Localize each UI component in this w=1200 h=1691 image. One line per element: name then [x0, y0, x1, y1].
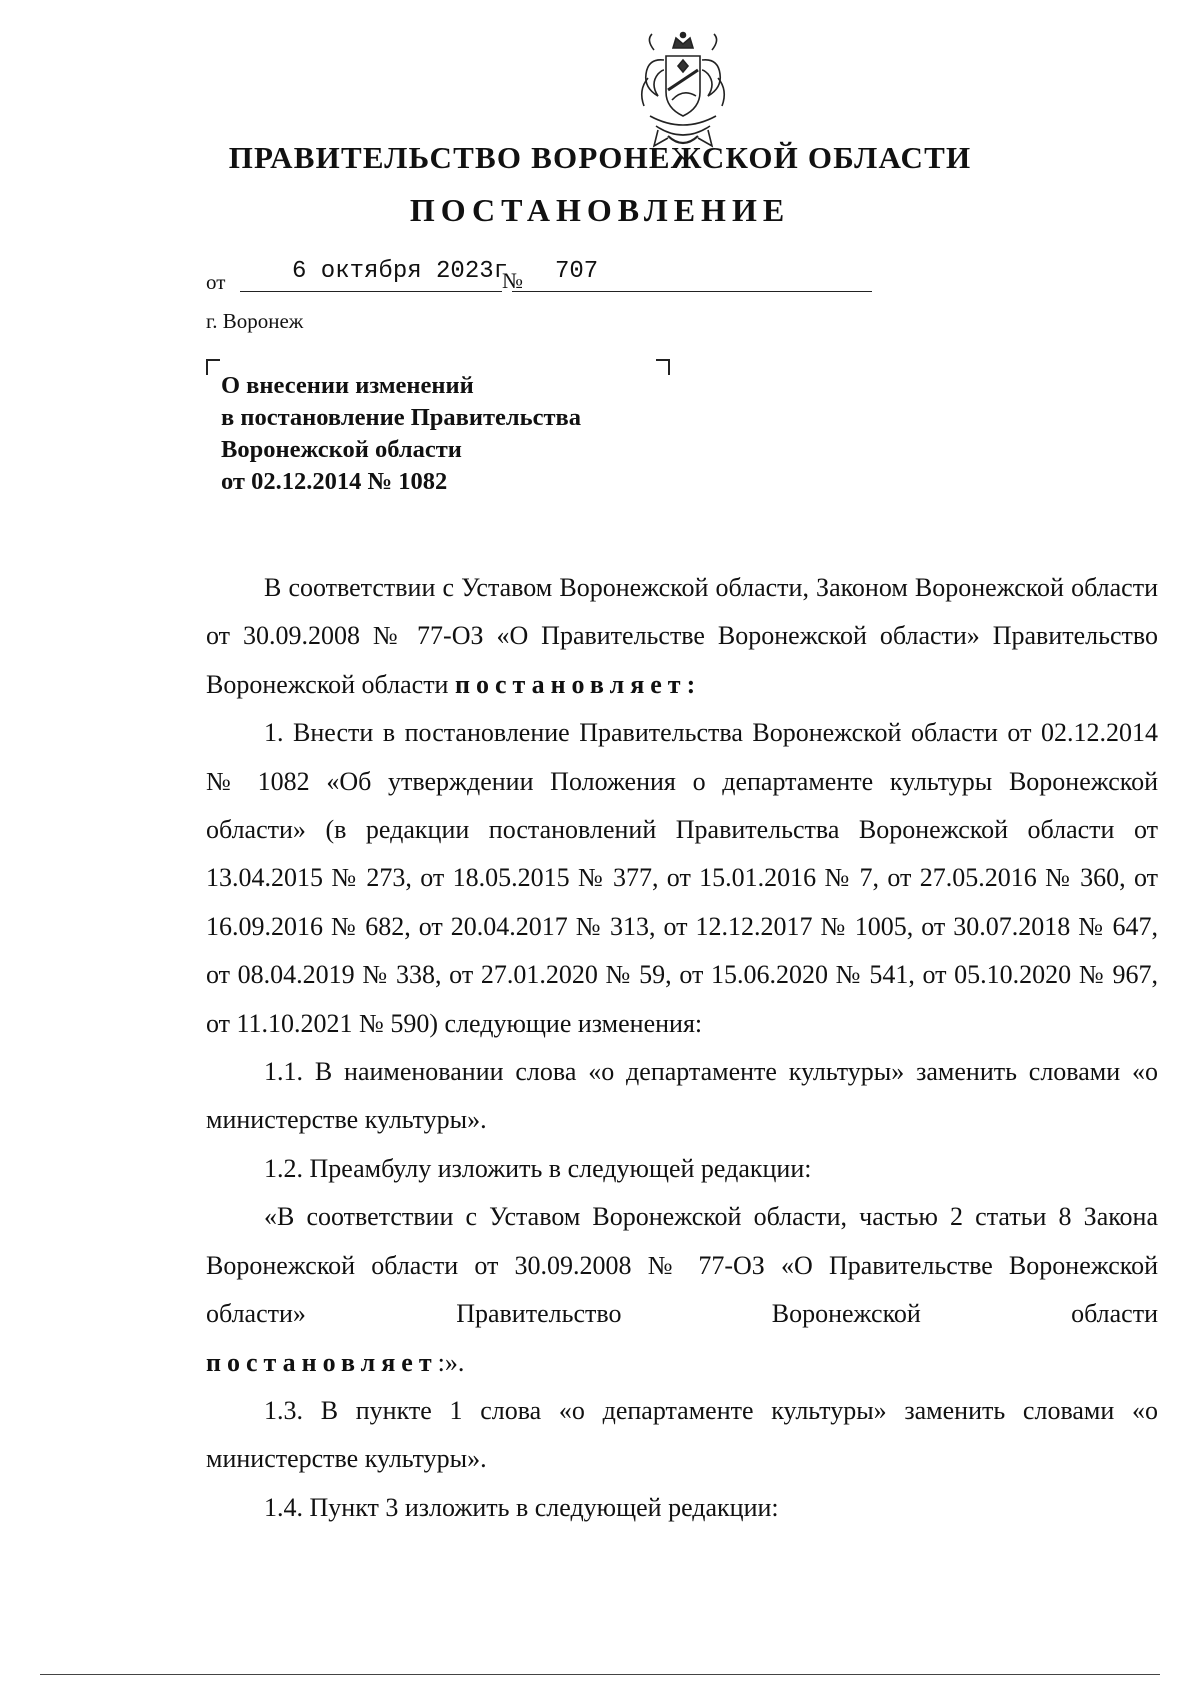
page-bottom-rule	[40, 1674, 1160, 1675]
city: г. Воронеж	[206, 309, 304, 333]
date-prefix: от	[206, 270, 226, 294]
item-1-paragraph: 1. Внести в постановление Правительства Воронежской области от 02.12.2014 № 1082 «Об утверждении Положения о департаменте культуры Воронежской области» (в редакции постановлений Правительства Воронежской области от 13.04.2015 № 273, от 18.05.2015 № 377, от 15.01.2016 № 7, от 27.05.2016 № 360, от 16.09.2016 № 682, от 20.04.2017 № 313, от 12.12.2017 № 1005, от 30.07.2018 № 647, от 08.04.2019 № 338, от 27.01.2020 № 59, от 15.06.2020 № 541, от 05.10.2020 № 967, от 11.10.2021 № 590) следующие изменения:	[206, 718, 1158, 1038]
preamble-paragraph	[206, 564, 1158, 709]
subject-corner-left	[206, 359, 220, 375]
date-underline	[240, 291, 502, 292]
quoted-preamble-text: «В соответствии с Уставом Воронежской области, частью 2 статьи 8 Закона Воронежской области от 30.09.2008 № 77-ОЗ «О Правительстве Воронежской области» Правительство Воронежской области	[206, 1202, 1158, 1329]
quoted-preamble-end	[206, 1339, 1158, 1387]
coat-of-arms-emblem	[628, 30, 738, 155]
subject-line: в постановление Правительства	[221, 404, 581, 431]
item-1-3-paragraph: 1.3. В пункте 1 слова «о департаменте культуры» заменить словами «о министерстве культуры».	[206, 1395, 1158, 1474]
item-1-4-paragraph: 1.4. Пункт 3 изложить в следующей редакции:	[264, 1492, 779, 1522]
number-label: №	[502, 268, 523, 293]
document-number: 707	[555, 258, 599, 285]
subject-line: Воронежской области	[221, 436, 462, 463]
number-underline	[512, 291, 872, 292]
subject-corner-right	[656, 359, 670, 375]
subject-line: О внесении изменений	[221, 372, 474, 399]
quoted-preamble-paragraph	[206, 1193, 1158, 1338]
organization-title: ПРАВИТЕЛЬСТВО ВОРОНЕЖСКОЙ ОБЛАСТИ	[228, 140, 972, 175]
subject-line: от 02.12.2014 № 1082	[221, 468, 448, 495]
quoted-tail: :».	[437, 1347, 465, 1377]
item-1-1-paragraph: 1.1. В наименовании слова «о департаменте культуры» заменить словами «о министерстве культуры».	[206, 1057, 1158, 1135]
item-1-2-paragraph: 1.2. Преамбулу изложить в следующей редакции:	[264, 1153, 812, 1183]
preamble-resolves: постановляет:	[454, 669, 702, 699]
quoted-resolves: постановляет	[206, 1347, 438, 1377]
document-subject	[221, 370, 581, 498]
document-date: 6 октября 2023г	[292, 258, 509, 285]
preamble-text: В соответствии с Уставом Воронежской области, Законом Воронежской области от 30.09.2008 № 77-ОЗ «О Правительстве Воронежской области» Правительство Воронежской области	[206, 573, 1158, 699]
document-body	[206, 564, 1158, 1532]
document-type-title: ПОСТАНОВЛЕНИЕ	[409, 192, 791, 228]
